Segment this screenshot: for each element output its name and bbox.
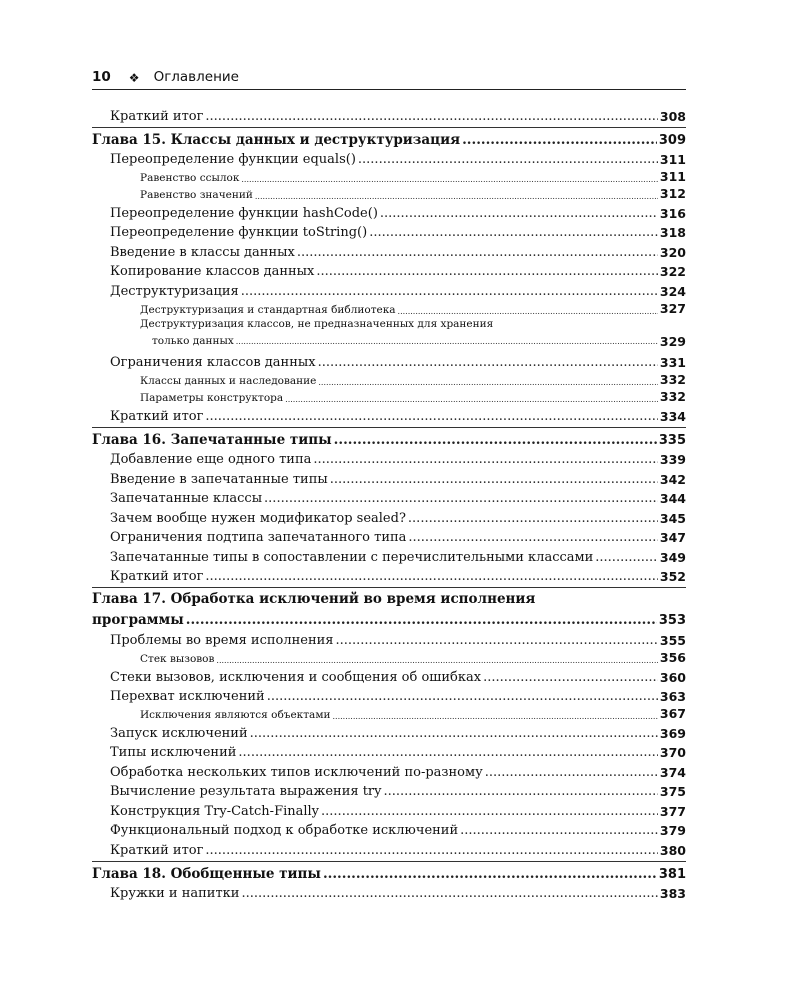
toc-entry-page: 332 [659, 389, 686, 405]
dot-leader [460, 823, 658, 838]
toc-entry-title: Переопределение функции hashCode() [110, 205, 378, 221]
toc-entry-title: Краткий итог [110, 408, 204, 424]
toc-entry [92, 279, 686, 299]
chapter-entry [92, 861, 686, 882]
toc-entry [92, 260, 686, 280]
dot-leader [255, 192, 658, 201]
toc-entry [92, 201, 686, 221]
toc-entry-page: 312 [659, 186, 686, 202]
toc-entry-title: Проблемы во время исполнения [110, 632, 334, 648]
toc-entry-page: 381 [658, 866, 686, 882]
toc-entry-page: 360 [659, 669, 686, 685]
toc-entry-page: 367 [659, 706, 686, 722]
dot-leader [462, 132, 657, 148]
toc-entry [92, 628, 686, 648]
toc-entry-title: Зачем вообще нужен модификатор sealed? [110, 510, 406, 526]
toc-entry-title: Запечатанные классы [110, 491, 263, 507]
toc-entry-page: 355 [659, 632, 686, 648]
toc-entry [92, 526, 686, 546]
toc-entry-title: Введение в классы данных [110, 244, 295, 260]
toc-entry [92, 721, 686, 741]
dot-leader [313, 452, 658, 467]
toc-entry-title: Глава 16. Запечатанные типы [92, 431, 332, 448]
page-header [92, 66, 686, 90]
dot-leader [318, 355, 658, 370]
toc-entry-page: 311 [659, 152, 686, 167]
toc-entry-page: 327 [659, 301, 686, 317]
toc-entry-title: Кружки и напитки [110, 886, 240, 902]
dot-leader [318, 378, 658, 387]
dot-leader [408, 511, 658, 526]
toc-entry-title: Запуск исключений [110, 725, 248, 741]
toc-entry-page: 380 [659, 842, 686, 858]
chapter-entry [92, 127, 686, 148]
toc-entry [92, 404, 686, 424]
toc-entry-page: 339 [659, 452, 686, 468]
dot-leader [369, 225, 658, 240]
dot-leader [186, 612, 657, 628]
chapter-entry [92, 587, 686, 628]
toc-entry [92, 665, 686, 685]
toc-entry-page: 363 [659, 689, 686, 705]
dot-leader [205, 109, 658, 124]
toc-entry-title: Запечатанные типы в сопоставлении с перечислительными классами [110, 549, 594, 565]
toc-entry-page: 374 [659, 764, 686, 780]
toc-entry-title: Конструкция Try-Catch-Finally [110, 803, 320, 819]
toc-entry-title: Равенство значений [140, 189, 253, 202]
toc-entry-page: 379 [659, 823, 686, 839]
dot-leader [384, 784, 658, 799]
toc-entry-page: 332 [659, 372, 686, 388]
toc-entry-title: Глава 18. Обобщенные типы [92, 865, 321, 882]
toc-entry-title: Краткий итог [110, 842, 204, 858]
toc-entry-title: только данных [152, 335, 234, 348]
toc-entry-title: Типы исключений [110, 745, 237, 761]
toc-entry-title: Глава 17. Обработка исключений во время исполнения [92, 591, 536, 608]
dot-leader [398, 307, 658, 316]
toc-entry-page: 334 [659, 408, 686, 424]
toc-entry-title: Введение в запечатанные типы [110, 471, 328, 487]
toc-entry-page: 349 [659, 549, 686, 565]
dot-leader [250, 726, 658, 741]
toc-entry [92, 487, 686, 507]
toc-entry-page: 344 [659, 491, 686, 507]
toc-entry [92, 387, 686, 404]
toc-entry [92, 299, 686, 316]
toc-entry-title: Деструктуризация [110, 283, 239, 299]
dot-leader [336, 633, 658, 648]
toc-entry [92, 704, 686, 721]
toc-entry [92, 350, 686, 370]
dot-leader [483, 670, 658, 685]
table-of-contents [92, 104, 686, 901]
toc-entry-page: 370 [659, 745, 686, 761]
toc-entry-title: Обработка нескольких типов исключений по-разному [110, 764, 483, 780]
toc-entry-title: Переопределение функции toString() [110, 225, 368, 241]
dot-leader [241, 175, 658, 184]
toc-entry [92, 448, 686, 468]
toc-entry [92, 545, 686, 565]
toc-entry-page: 324 [659, 283, 686, 299]
toc-entry-title: программы [92, 612, 184, 629]
dot-leader [241, 284, 658, 299]
toc-entry [92, 819, 686, 839]
toc-entry [92, 760, 686, 780]
toc-entry [92, 838, 686, 858]
toc-entry-page: 345 [659, 510, 686, 526]
toc-entry-page: 369 [659, 725, 686, 741]
toc-entry [92, 148, 686, 168]
dot-leader [297, 245, 658, 260]
toc-entry-page: 352 [659, 569, 686, 585]
toc-entry-page: 342 [659, 471, 686, 487]
toc-entry-title: Перехват исключений [110, 689, 265, 705]
toc-entry-page: 311 [659, 169, 686, 185]
toc-entry-title: Краткий итог [110, 569, 204, 585]
toc-entry-title: Стеки вызовов, исключения и сообщения об ошибках [110, 669, 482, 685]
toc-entry-title: Равенство ссылок [140, 172, 240, 185]
toc-entry [140, 333, 686, 350]
toc-entry-page: 383 [659, 886, 686, 902]
dot-leader [236, 333, 658, 350]
toc-entry-title: Копирование классов данных [110, 264, 315, 280]
dot-leader [358, 152, 658, 167]
toc-entry [92, 648, 686, 665]
dot-leader [205, 843, 658, 858]
toc-entry-page: 308 [659, 108, 686, 124]
toc-entry [92, 609, 686, 628]
toc-entry-title: Переопределение функции equals() [110, 152, 356, 167]
page-number: 10 [92, 69, 111, 85]
dot-leader [330, 472, 658, 487]
toc-entry-page: 329 [659, 334, 686, 350]
toc-entry-page: 316 [659, 205, 686, 221]
toc-entry-title: Добавление еще одного типа [110, 452, 312, 468]
toc-entry-title: Вычисление результата выражения try [110, 784, 382, 800]
toc-entry [92, 104, 686, 124]
toc-entry-title: Функциональный подход к обработке исключений [110, 823, 459, 839]
dot-leader [595, 550, 658, 565]
toc-entry-page: 309 [658, 132, 686, 148]
toc-entry [92, 565, 686, 585]
toc-entry-title: Деструктуризация классов, не предназначенных для хранения [140, 318, 494, 331]
toc-entry-title: Краткий итог [110, 108, 204, 124]
toc-entry-title: Глава 15. Классы данных и деструктуризация [92, 131, 461, 148]
toc-entry [92, 882, 686, 902]
toc-entry [92, 221, 686, 241]
toc-entry-multiline [92, 316, 686, 350]
toc-entry [92, 467, 686, 487]
chapter-entry [92, 427, 686, 448]
toc-entry [92, 685, 686, 705]
dot-leader [205, 569, 658, 584]
dot-leader [264, 491, 658, 506]
toc-entry-page: 322 [659, 264, 686, 280]
dot-leader [334, 432, 657, 448]
dot-leader [408, 530, 658, 545]
toc-entry-page: 320 [659, 244, 686, 260]
toc-entry [92, 799, 686, 819]
toc-entry-page: 335 [658, 432, 686, 448]
toc-entry-page: 318 [659, 225, 686, 241]
toc-entry-title: Параметры конструктора [140, 392, 284, 405]
dot-leader [321, 804, 658, 819]
toc-entry-title: Ограничения классов данных [110, 354, 316, 370]
toc-entry [92, 167, 686, 184]
dot-leader [323, 866, 657, 882]
toc-entry-title: Стек вызовов [140, 653, 215, 666]
header-title: Оглавление [153, 69, 239, 85]
dot-leader [205, 409, 658, 424]
toc-entry-title: Классы данных и наследование [140, 375, 317, 388]
dot-leader [485, 765, 658, 780]
dot-leader [216, 656, 657, 665]
dot-leader [316, 264, 658, 279]
dot-leader [332, 712, 657, 721]
toc-entry [92, 184, 686, 201]
dot-leader [241, 886, 657, 901]
toc-entry-title: Деструктуризация и стандартная библиотека [140, 304, 396, 317]
toc-entry-page: 356 [659, 650, 686, 666]
toc-entry-page: 377 [659, 803, 686, 819]
toc-entry-page: 353 [658, 613, 686, 629]
toc-entry [92, 370, 686, 387]
toc-entry-title: Ограничения подтипа запечатанного типа [110, 530, 407, 546]
dot-leader [267, 689, 658, 704]
dot-leader [285, 395, 658, 404]
toc-entry [92, 506, 686, 526]
toc-entry [92, 741, 686, 761]
toc-entry-title: Исключения являются объектами [140, 709, 331, 722]
dot-leader [238, 745, 657, 760]
ornament-icon: ❖ [128, 71, 140, 85]
toc-entry [92, 240, 686, 260]
dot-leader [380, 206, 658, 221]
toc-entry-page: 331 [659, 354, 686, 370]
toc-entry-page: 347 [659, 530, 686, 546]
toc-entry-page: 375 [659, 784, 686, 800]
toc-entry [92, 780, 686, 800]
